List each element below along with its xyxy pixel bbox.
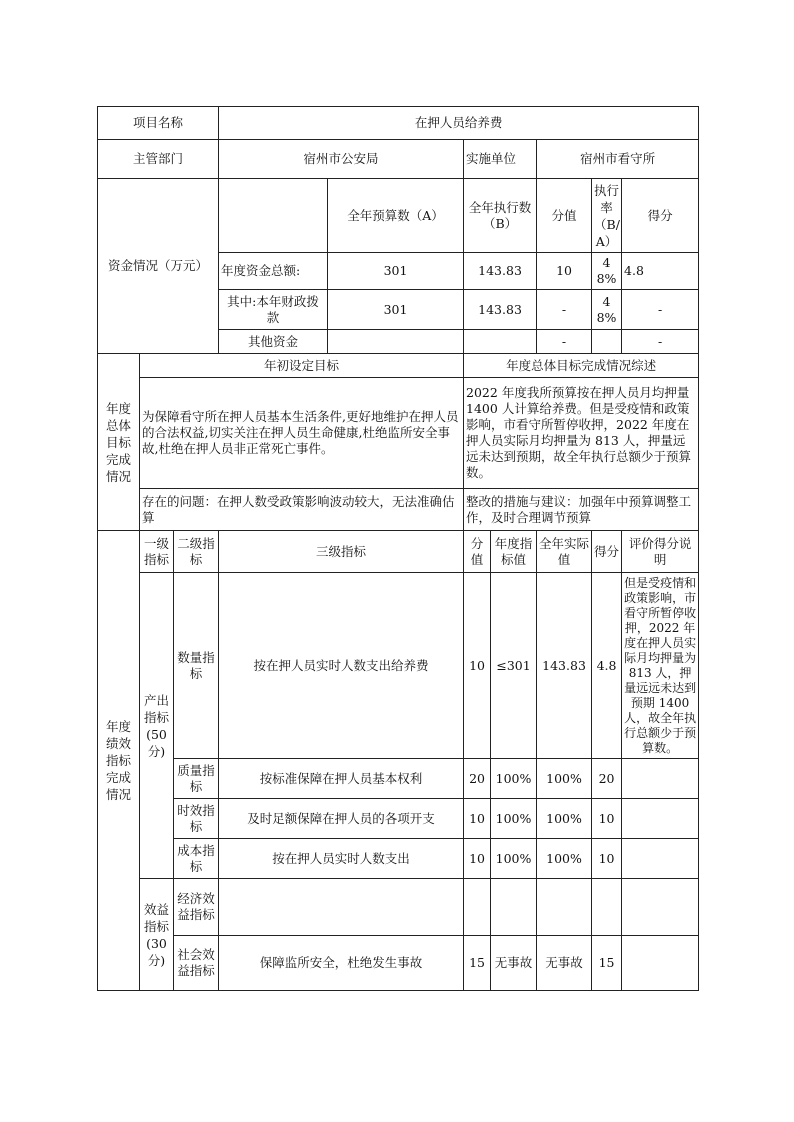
funds-label: 资金情况（万元） [98,179,219,354]
funds-row-exec: 143.83 [464,290,537,330]
funds-row-score: 10 [537,253,592,290]
level2-cell: 质量指标 [174,759,219,799]
goals-problems: 存在的问题：在押人数受政策影响波动较大，无法准确估算 [140,489,464,531]
funds-row-rate: 48% [592,290,622,330]
goals-summary-text: 2022 年度我所预算按在押人员月均押量 1400 人计算给养费。但是受疫情和政策影响，市看守所暂停收押，2022 年度在押人员实际月均押量为 813 人，押量远远未达到预期，故全年执行总额少于预算数。 [464,378,699,489]
col-score: 分值 [537,179,592,253]
target-cell: 100% [491,759,537,799]
h-level2: 二级指标 [174,531,219,573]
goals-initial-text: 为保障看守所在押人员基本生活条件,更好地维护在押人员的合法权益,切实关注在押人员生命健康,杜绝监所安全事故,杜绝在押人员非正常死亡事件。 [140,378,464,489]
funds-row-exec [464,330,537,354]
funds-row-score: - [537,290,592,330]
level2-cell: 成本指标 [174,839,219,879]
h-level3: 三级指标 [219,531,464,573]
actual-cell: 100% [537,799,592,839]
level2-cell: 数量指标 [174,573,219,759]
points-cell: 10 [592,799,622,839]
funds-row-points: - [622,290,699,330]
level3-cell: 及时足额保障在押人员的各项开支 [219,799,464,839]
funds-row-name: 其他资金 [219,330,328,354]
comment-cell [622,879,699,936]
actual-cell [537,879,592,936]
level2-cell: 时效指标 [174,799,219,839]
funds-row-budget: 301 [328,290,464,330]
points-cell: 20 [592,759,622,799]
funds-row-budget: 301 [328,253,464,290]
impl-value: 宿州市看守所 [537,140,699,179]
points-cell: 4.8 [592,573,622,759]
funds-row-score: - [537,330,592,354]
level2-cell: 经济效益指标 [174,879,219,936]
target-cell: 100% [491,839,537,879]
funds-row-budget [328,330,464,354]
level3-cell: 保障监所安全，杜绝发生事故 [219,936,464,991]
funds-row-name: 其中:本年财政拨款 [219,290,328,330]
goals-measures: 整改的措施与建议：加强年中预算调整工作，及时合理调节预算 [464,489,699,531]
output-indicator-label: 产出指标(50分) [140,573,174,879]
funds-blank-header [219,179,328,253]
h-comment: 评价得分说明 [622,531,699,573]
h-level1: 一级指标 [140,531,174,573]
score-cell: 20 [464,759,491,799]
project-name: 在押人员给养费 [219,107,699,140]
dept-label: 主管部门 [98,140,219,179]
points-cell: 15 [592,936,622,991]
comment-cell: 但是受疫情和政策影响，市看守所暂停收押，2022 年度在押人员实际月均押量为 813 人，押量远远未达到预期 1400 人，故全年执行总额少于预算数。 [622,573,699,759]
actual-cell: 100% [537,759,592,799]
col-budget: 全年预算数（A） [328,179,464,253]
comment-cell [622,839,699,879]
actual-cell: 100% [537,839,592,879]
comment-cell [622,936,699,991]
points-cell: 10 [592,839,622,879]
col-exec: 全年执行数（B） [464,179,537,253]
level3-cell: 按在押人员实时人数支出 [219,839,464,879]
funds-row-points: 4.8 [622,253,699,290]
impl-label: 实施单位 [464,140,537,179]
col-points: 得分 [622,179,699,253]
performance-evaluation-table [97,106,699,991]
h-score: 分值 [464,531,491,573]
level3-cell [219,879,464,936]
points-cell [592,879,622,936]
goals-summary-label: 年度总体目标完成情况综述 [464,354,699,378]
performance-label: 年度绩效指标完成情况 [98,531,140,991]
score-cell: 10 [464,839,491,879]
col-rate: 执行率（B/A） [592,179,622,253]
h-points: 得分 [592,531,622,573]
benefit-indicator-label: 效益指标(30分) [140,879,174,991]
score-cell: 10 [464,799,491,839]
funds-row-rate [592,330,622,354]
funds-row-rate: 48% [592,253,622,290]
level2-cell: 社会效益指标 [174,936,219,991]
funds-row-exec: 143.83 [464,253,537,290]
target-cell: ≤301 [491,573,537,759]
funds-row-name: 年度资金总额: [219,253,328,290]
level3-cell: 按标准保障在押人员基本权利 [219,759,464,799]
actual-cell: 无事故 [537,936,592,991]
score-cell [464,879,491,936]
target-cell [491,879,537,936]
score-cell: 10 [464,573,491,759]
goals-label: 年度总体目标完成情况 [98,354,140,531]
h-target: 年度指标值 [491,531,537,573]
project-name-label: 项目名称 [98,107,219,140]
score-cell: 15 [464,936,491,991]
target-cell: 无事故 [491,936,537,991]
target-cell: 100% [491,799,537,839]
level3-cell: 按在押人员实时人数支出给养费 [219,573,464,759]
actual-cell: 143.83 [537,573,592,759]
comment-cell [622,799,699,839]
goals-initial-label: 年初设定目标 [140,354,464,378]
comment-cell [622,759,699,799]
h-actual: 全年实际值 [537,531,592,573]
funds-row-points: - [622,330,699,354]
dept-value: 宿州市公安局 [219,140,464,179]
